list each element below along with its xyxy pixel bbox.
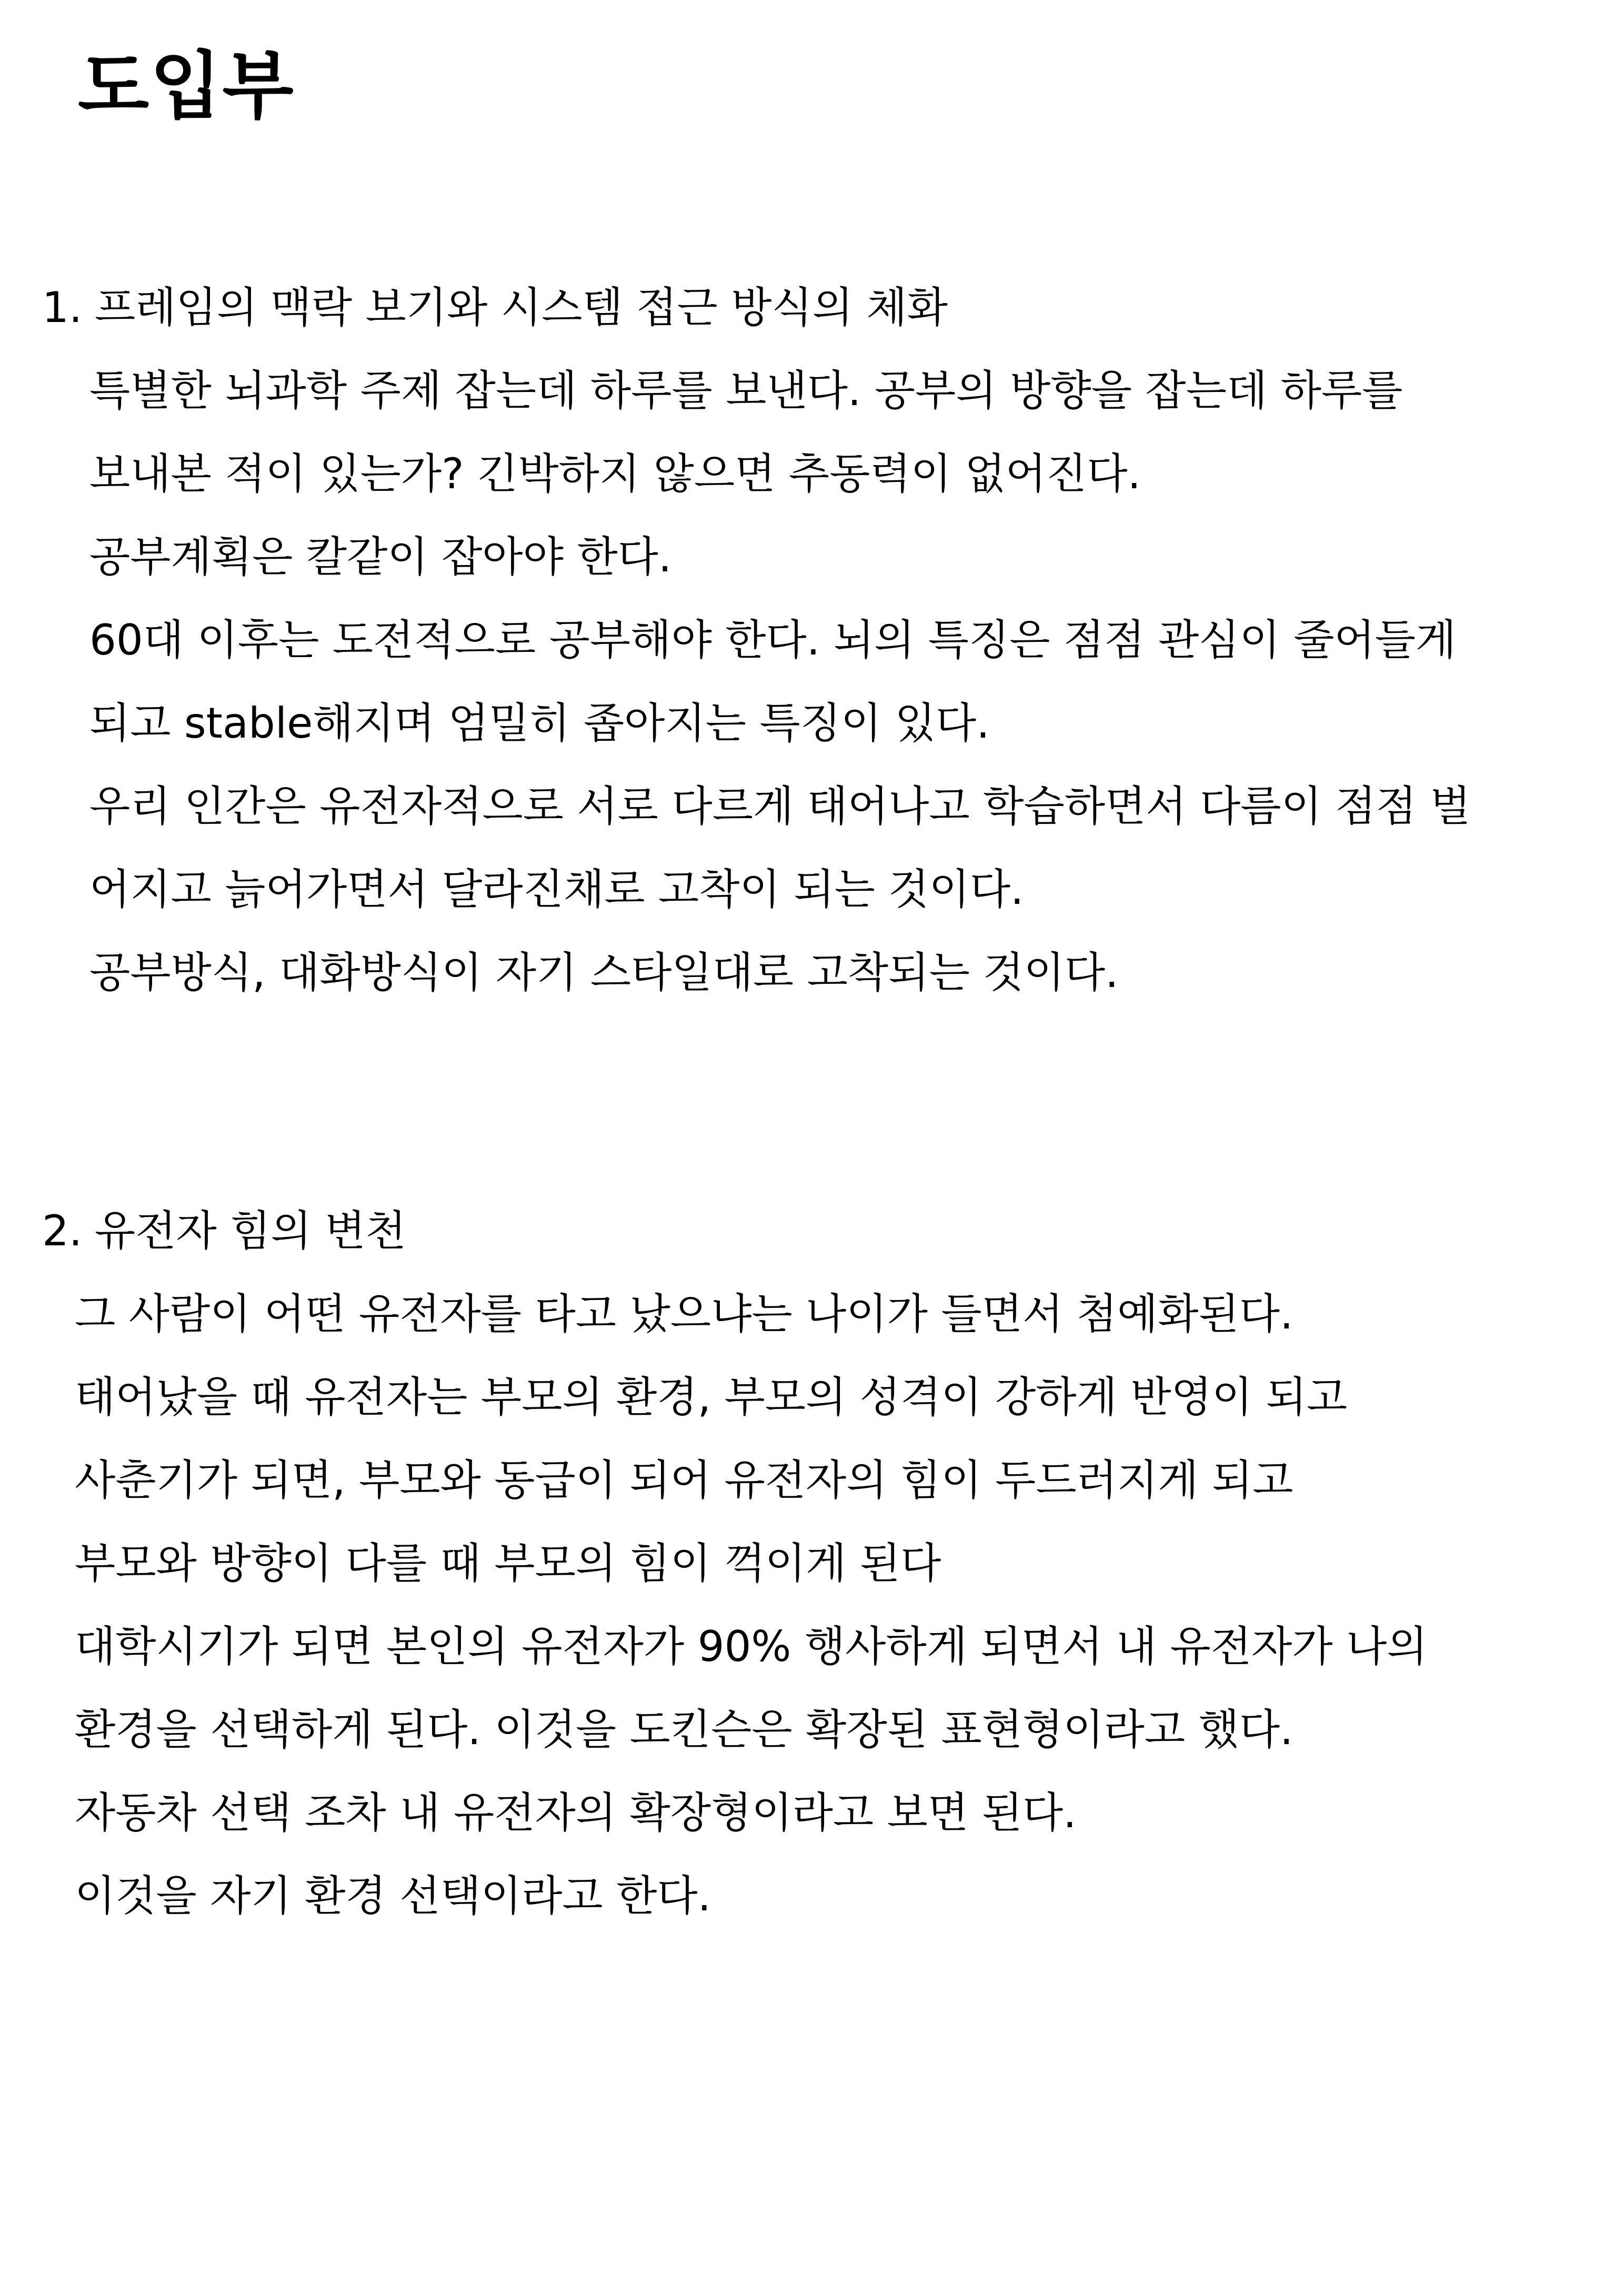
section-2-number: 2. — [42, 1206, 83, 1255]
body-line: 60대 이후는 도전적으로 공부해야 한다. 뇌의 특징은 점점 관심이 줄어들게 — [89, 616, 1457, 664]
section-1-body — [42, 366, 1568, 997]
section-2-heading — [42, 1206, 1568, 1255]
section-1-number: 1. — [42, 283, 83, 332]
section-1 — [42, 283, 1568, 997]
body-line: 공부계획은 칼같이 잡아야 한다. — [89, 532, 672, 581]
body-line: 대학시기가 되면 본인의 유전자가 90% 행사하게 되면서 내 유전자가 나의 — [75, 1622, 1428, 1671]
section-1-heading-text: 프레임의 맥락 보기와 시스템 접근 방식의 체화 — [95, 283, 948, 332]
body-line: 태어났을 때 유전자는 부모의 환경, 부모의 성격이 강하게 반영이 되고 — [75, 1373, 1348, 1422]
body-line: 이것을 자기 환경 선택이라고 한다. — [75, 1871, 711, 1920]
body-line: 부모와 방향이 다를 때 부모의 힘이 꺽이게 된다 — [75, 1539, 941, 1588]
body-line: 특별한 뇌과학 주제 잡는데 하루를 보낸다. 공부의 방향을 잡는데 하루를 — [89, 366, 1403, 415]
body-line: 사춘기가 되면, 부모와 동급이 되어 유전자의 힘이 두드러지게 되고 — [75, 1456, 1294, 1505]
body-line: 어지고 늙어가면서 달라진채로 고착이 되는 것이다. — [89, 865, 1024, 914]
section-2-body — [42, 1290, 1568, 1920]
body-line: 자동차 선택 조차 내 유전자의 확장형이라고 보면 된다. — [75, 1788, 1077, 1837]
body-line: 보내본 적이 있는가? 긴박하지 않으면 추동력이 없어진다. — [89, 449, 1141, 498]
section-2 — [42, 1206, 1568, 1920]
body-line: 우리 인간은 유전자적으로 서로 다르게 태어나고 학습하면서 다름이 점점 벌 — [89, 782, 1471, 831]
section-1-heading — [42, 283, 1568, 332]
body-line: 되고 stable해지며 엄밀히 좁아지는 특징이 있다. — [89, 699, 990, 748]
body-line: 그 사람이 어떤 유전자를 타고 났으냐는 나이가 들면서 첨예화된다. — [75, 1290, 1294, 1338]
page-title: 도입부 — [78, 44, 295, 129]
body-line: 환경을 선택하게 된다. 이것을 도킨슨은 확장된 표현형이라고 했다. — [75, 1705, 1294, 1754]
section-2-heading-text: 유전자 힘의 변천 — [95, 1206, 406, 1255]
body-line: 공부방식, 대화방식이 자기 스타일대로 고착되는 것이다. — [89, 948, 1119, 997]
